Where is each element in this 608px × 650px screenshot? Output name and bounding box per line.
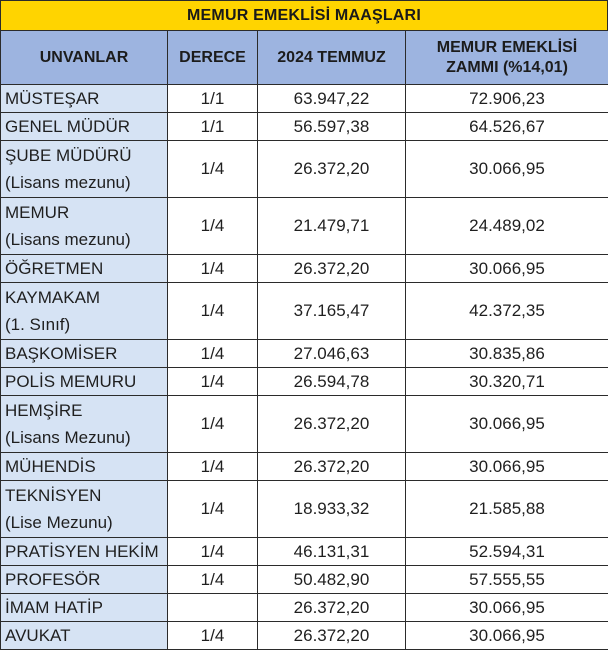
row-temmuz: 26.372,20 bbox=[258, 255, 406, 283]
row-name: ŞUBE MÜDÜRÜ (Lisans mezunu) bbox=[1, 141, 168, 198]
header-unvanlar: UNVANLAR bbox=[1, 31, 168, 85]
row-name: İMAM HATİP bbox=[1, 594, 168, 622]
table-row bbox=[1, 396, 608, 453]
row-zam: 21.585,88 bbox=[406, 481, 608, 538]
table-row bbox=[1, 255, 608, 283]
header-zam-line2: ZAMMI (%14,01) bbox=[446, 59, 568, 76]
row-zam: 64.526,67 bbox=[406, 113, 608, 141]
table-row bbox=[1, 481, 608, 538]
row-temmuz: 21.479,71 bbox=[258, 198, 406, 255]
row-derece: 1/4 bbox=[168, 453, 258, 481]
row-name: PROFESÖR bbox=[1, 566, 168, 594]
row-temmuz: 26.372,20 bbox=[258, 622, 406, 650]
row-zam: 30.066,95 bbox=[406, 594, 608, 622]
row-temmuz: 37.165,47 bbox=[258, 283, 406, 340]
row-temmuz: 50.482,90 bbox=[258, 566, 406, 594]
row-zam: 42.372,35 bbox=[406, 283, 608, 340]
row-temmuz: 46.131,31 bbox=[258, 538, 406, 566]
row-temmuz: 26.372,20 bbox=[258, 453, 406, 481]
row-temmuz: 56.597,38 bbox=[258, 113, 406, 141]
header-derece: DERECE bbox=[168, 31, 258, 85]
header-zam-line1: MEMUR EMEKLİSİ bbox=[437, 39, 577, 56]
row-temmuz: 26.372,20 bbox=[258, 396, 406, 453]
table-row bbox=[1, 453, 608, 481]
table-title: MEMUR EMEKLİSİ MAAŞLARI bbox=[0, 0, 608, 30]
table-row bbox=[1, 198, 608, 255]
row-zam: 30.066,95 bbox=[406, 622, 608, 650]
row-temmuz: 27.046,63 bbox=[258, 340, 406, 368]
table-row bbox=[1, 141, 608, 198]
row-name: AVUKAT bbox=[1, 622, 168, 650]
row-derece: 1/4 bbox=[168, 481, 258, 538]
row-derece: 1/4 bbox=[168, 255, 258, 283]
row-name: TEKNİSYEN (Lise Mezunu) bbox=[1, 481, 168, 538]
table-row bbox=[1, 113, 608, 141]
row-zam: 52.594,31 bbox=[406, 538, 608, 566]
row-derece: 1/4 bbox=[168, 622, 258, 650]
row-derece bbox=[168, 594, 258, 622]
row-derece: 1/1 bbox=[168, 85, 258, 113]
table-row bbox=[1, 368, 608, 396]
table-row bbox=[1, 594, 608, 622]
row-derece: 1/4 bbox=[168, 141, 258, 198]
row-zam: 30.066,95 bbox=[406, 141, 608, 198]
row-name: POLİS MEMURU bbox=[1, 368, 168, 396]
table-row bbox=[1, 283, 608, 340]
row-name: MEMUR (Lisans mezunu) bbox=[1, 198, 168, 255]
row-name: MÜSTEŞAR bbox=[1, 85, 168, 113]
row-name: KAYMAKAM (1. Sınıf) bbox=[1, 283, 168, 340]
row-zam: 30.320,71 bbox=[406, 368, 608, 396]
row-derece: 1/4 bbox=[168, 396, 258, 453]
row-zam: 30.066,95 bbox=[406, 255, 608, 283]
row-zam: 24.489,02 bbox=[406, 198, 608, 255]
row-name: HEMŞİRE (Lisans Mezunu) bbox=[1, 396, 168, 453]
row-derece: 1/4 bbox=[168, 198, 258, 255]
row-temmuz: 18.933,32 bbox=[258, 481, 406, 538]
table-row bbox=[1, 622, 608, 650]
row-temmuz: 26.372,20 bbox=[258, 141, 406, 198]
row-name: ÖĞRETMEN bbox=[1, 255, 168, 283]
row-zam: 72.906,23 bbox=[406, 85, 608, 113]
row-derece: 1/4 bbox=[168, 368, 258, 396]
table-row bbox=[1, 566, 608, 594]
row-derece: 1/4 bbox=[168, 538, 258, 566]
row-temmuz: 26.372,20 bbox=[258, 594, 406, 622]
row-name: BAŞKOMİSER bbox=[1, 340, 168, 368]
row-derece: 1/1 bbox=[168, 113, 258, 141]
row-name: MÜHENDİS bbox=[1, 453, 168, 481]
salary-table bbox=[0, 30, 608, 650]
row-zam: 30.835,86 bbox=[406, 340, 608, 368]
row-temmuz: 26.594,78 bbox=[258, 368, 406, 396]
header-zam bbox=[406, 31, 608, 85]
row-zam: 57.555,55 bbox=[406, 566, 608, 594]
row-name: GENEL MÜDÜR bbox=[1, 113, 168, 141]
row-temmuz: 63.947,22 bbox=[258, 85, 406, 113]
table-row bbox=[1, 85, 608, 113]
row-derece: 1/4 bbox=[168, 566, 258, 594]
row-zam: 30.066,95 bbox=[406, 453, 608, 481]
row-zam: 30.066,95 bbox=[406, 396, 608, 453]
table-row bbox=[1, 538, 608, 566]
header-row bbox=[1, 31, 608, 85]
header-temmuz: 2024 TEMMUZ bbox=[258, 31, 406, 85]
row-derece: 1/4 bbox=[168, 340, 258, 368]
table-body bbox=[1, 85, 608, 650]
row-name: PRATİSYEN HEKİM bbox=[1, 538, 168, 566]
row-derece: 1/4 bbox=[168, 283, 258, 340]
table-row bbox=[1, 340, 608, 368]
